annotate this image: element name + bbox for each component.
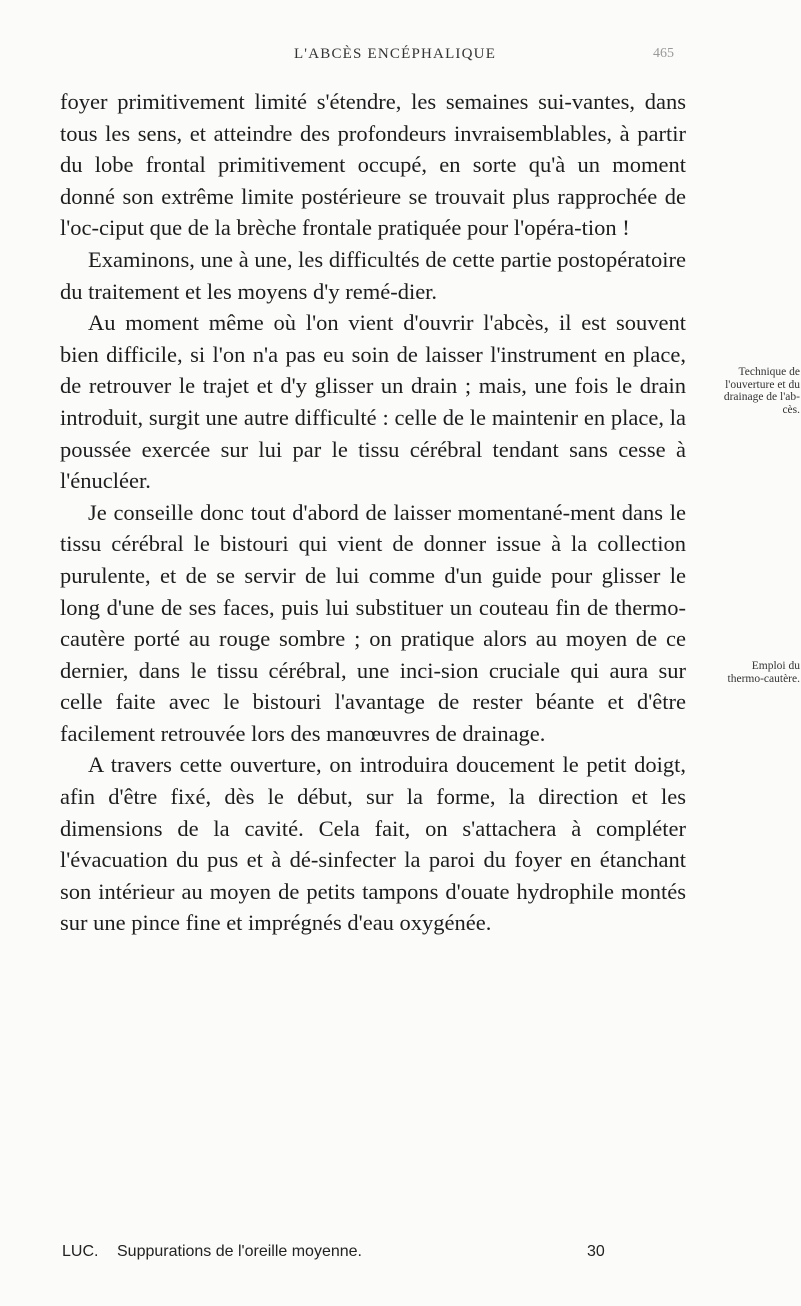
footer-title: Suppurations de l'oreille moyenne.	[117, 1243, 362, 1260]
paragraph: Examinons, une à une, les difficultés de cette partie postopératoire du traitement et les moyens d'y remé-dier.	[60, 246, 686, 304]
running-title: L'ABCÈS ENCÉPHALIQUE	[293, 46, 497, 62]
running-head	[120, 46, 680, 66]
footer-signature: LUC.	[62, 1243, 99, 1260]
paragraph: Je conseille donc tout d'abord de laisser momentané-ment dans le tissu cérébral le bistouri qui vient de donner issue à la collection purulente, et de se servir de lui comme d'un guide pour glisser le long d'une de ses faces, puis lui substituer un couteau fin de thermo-cautère porté au rouge sombre ; on pratique alors au moyen de ce dernier, dans le tissu cérébral, une inci-sion cruciale qui aura sur celle faite avec le bistouri l'avantage de rester béante et d'être facilement retrouvée lors des manœuvres de drainage.	[60, 499, 686, 746]
paragraph: foyer primitivement limité s'étendre, les semaines sui-vantes, dans tous les sens, et atteindre des profondeurs invraisemblables, à partir du lobe frontal primitivement occupé, en sorte qu'à un moment donné son extrême limite postérieure se trouvait plus rapprochée de l'oc-ciput que de la brèche frontale pratiquée pour l'opéra-tion !	[60, 89, 686, 241]
margin-note-thermocautere: Emploi du thermo-cautère.	[727, 660, 800, 685]
footer-sheet-number: 30	[587, 1243, 605, 1260]
page-number: 465	[653, 46, 674, 61]
paragraph: Au moment même où l'on vient d'ouvrir l'abcès, il est souvent bien difficile, si l'on n'a pas eu soin de laisser l'instrument en place, de retrouver le trajet et d'y glisser un drain ; mais, une fois le drain introduit, surgit une autre difficulté : celle de le maintenir en place, la poussée exercée sur lui par le tissu cérébral tendant sans cesse à l'énucléer.	[60, 310, 686, 494]
paragraph: A travers cette ouverture, on introduira doucement le petit doigt, afin d'être fixé, dès le début, sur la forme, la direction et les dimensions de la cavité. Cela fait, on s'attachera à compléter l'évacuation du pus et à dé-sinfecter la paroi du foyer en étanchant son intérieur au moyen de petits tampons d'ouate hydrophile montés sur une pince fine et imprégnés d'eau oxygénée.	[60, 752, 686, 936]
margin-note-drainage: Technique de l'ouverture et du drainage de l'ab-cès.	[723, 366, 800, 416]
body-text	[60, 86, 686, 939]
